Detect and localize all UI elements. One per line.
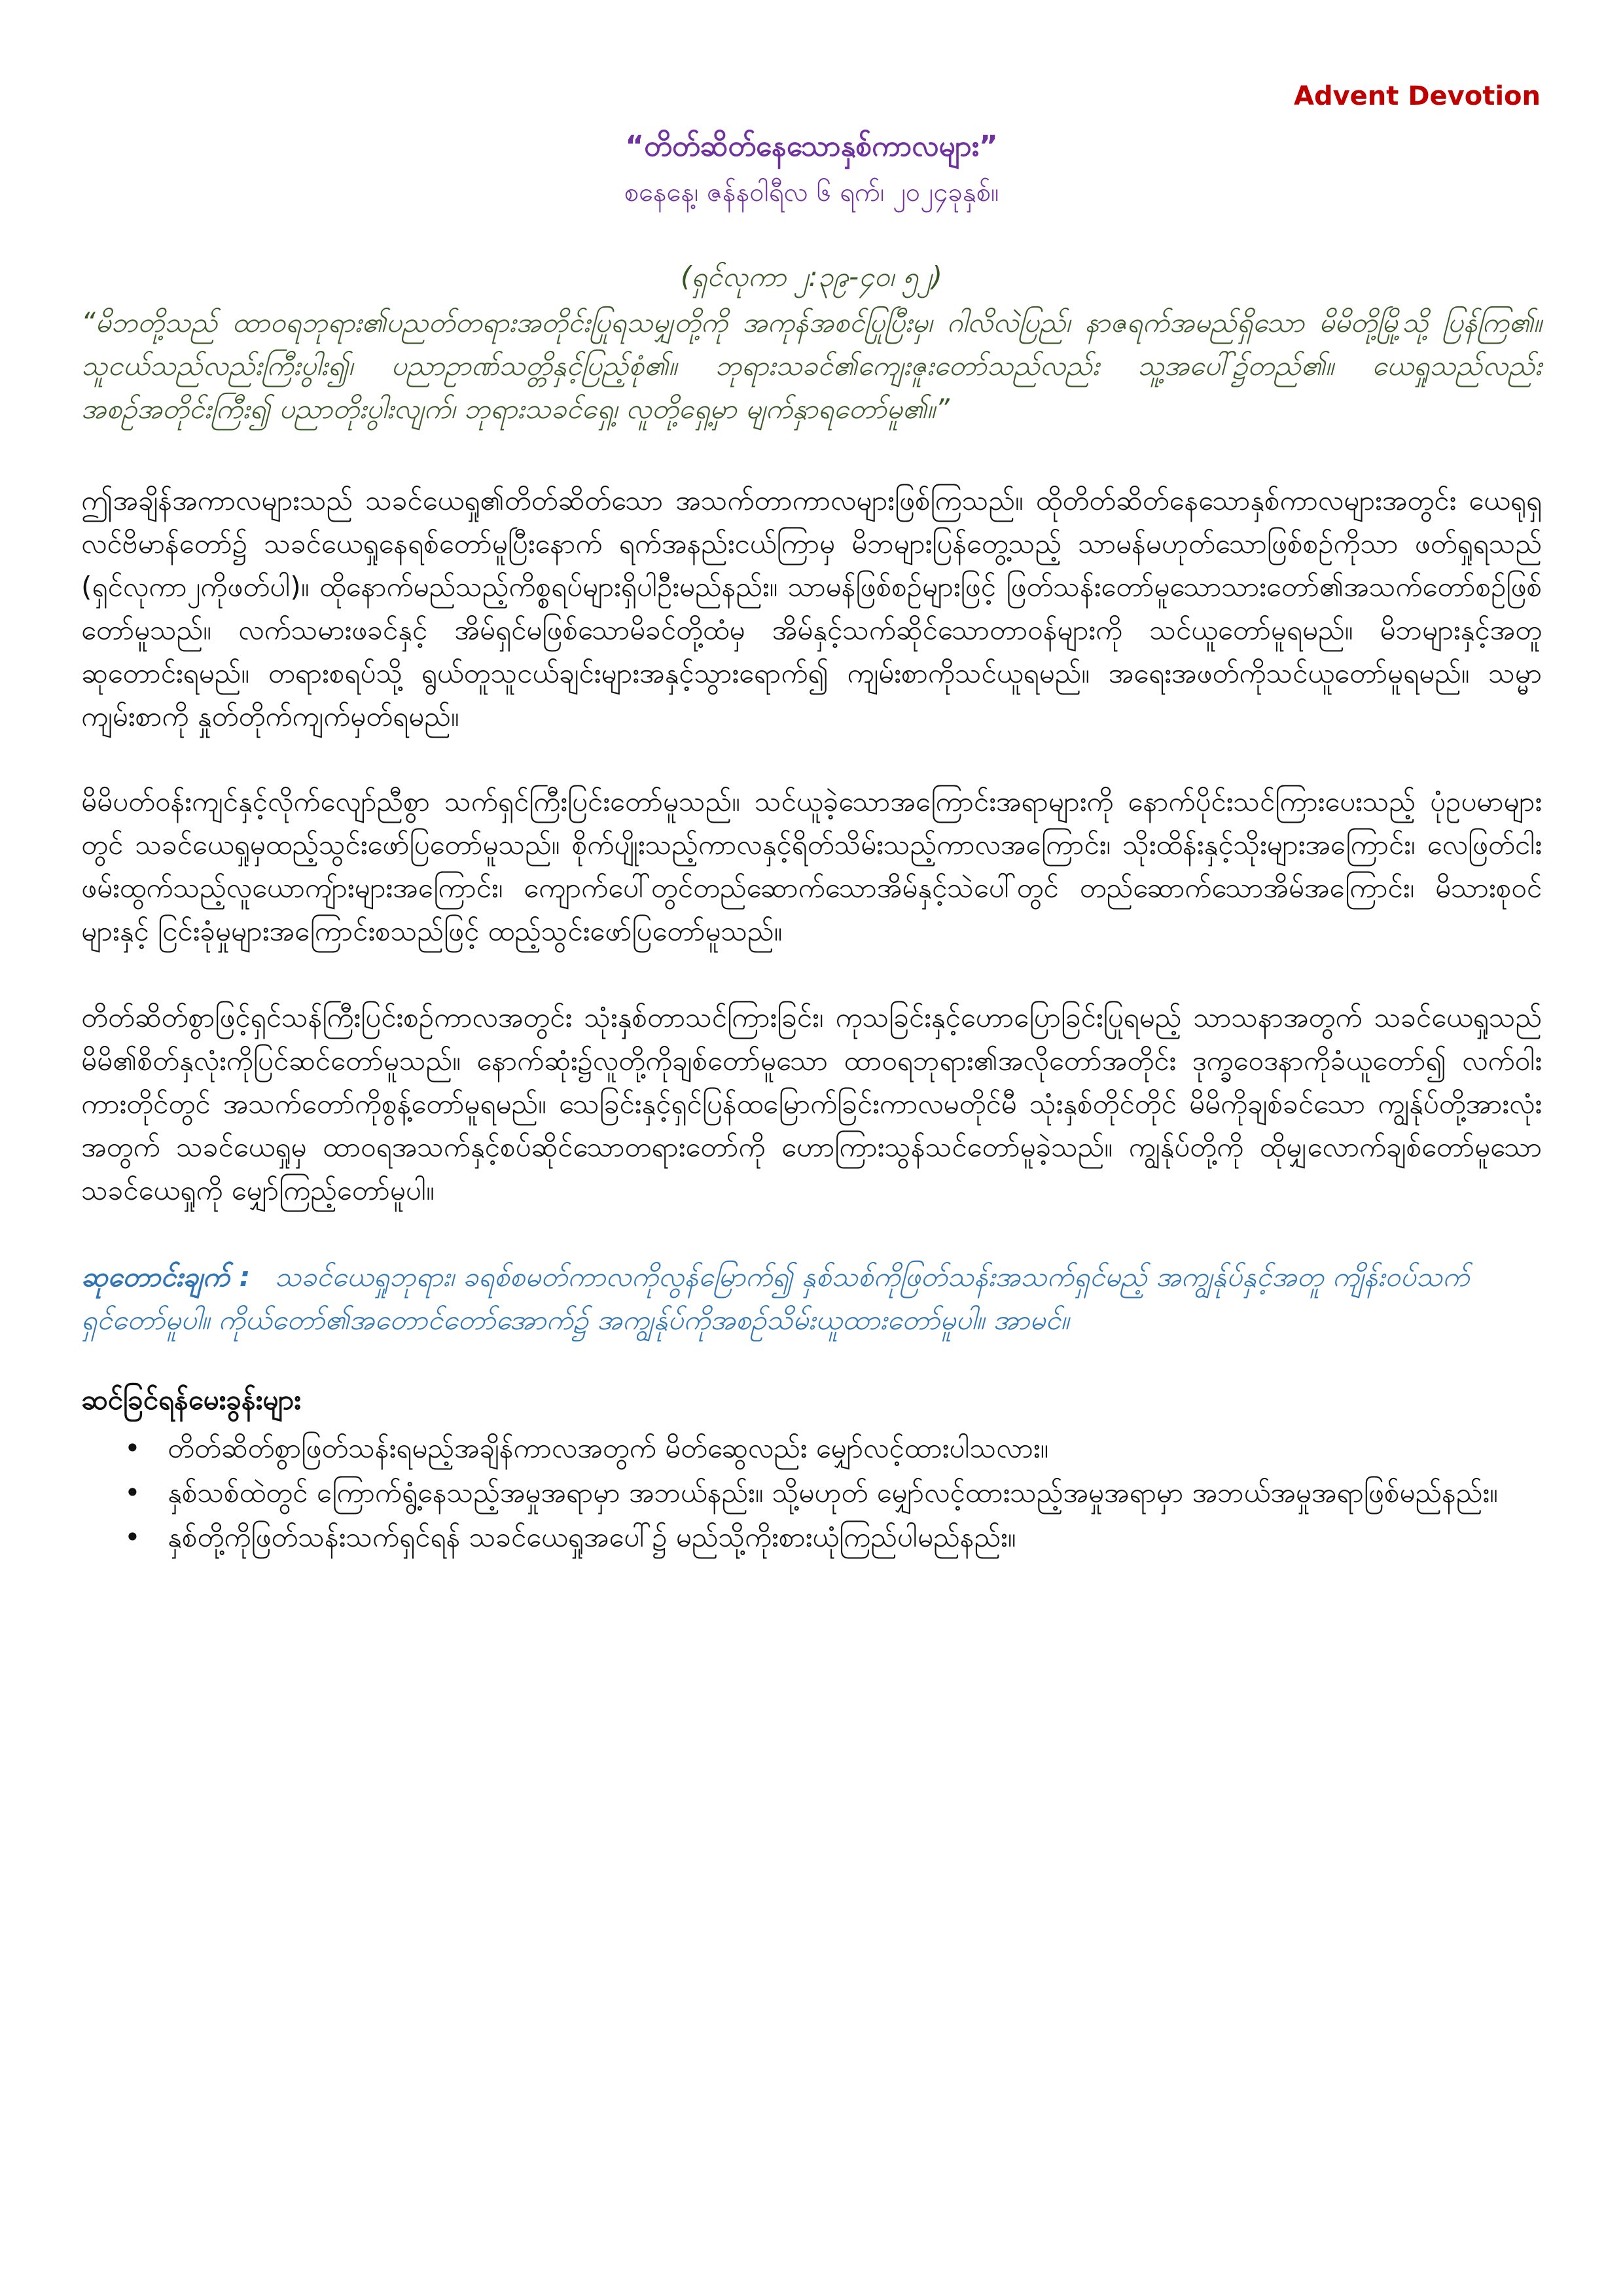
series-label: Advent Devotion xyxy=(1294,81,1541,111)
questions-heading: ဆင်ခြင်ရန်မေးခွန်းများ xyxy=(81,1384,301,1416)
prayer-label: ဆုတောင်းချက် : xyxy=(81,1261,251,1293)
question-text: တိတ်ဆိတ်စွာဖြတ်သန်းရမည့်အချိန်ကာလအတွက် မိတ်ဆွေလည်း မျှော်လင့်ထားပါသလား။ xyxy=(168,1432,1049,1464)
devotion-title: “တိတ်ဆိတ်နေသောနှစ်ကာလများ” xyxy=(625,130,998,163)
list-item xyxy=(124,1471,1542,1515)
question-text: နှစ်သစ်ထဲတွင် ကြောက်ရွံ့နေသည့်အမှုအရာမှာ အဘယ်နည်း။ သို့မဟုတ် မျှော်လင့်ထားသည့်အမှုအရာမှာ အဘယ်အမှုအရာဖြစ်မည်နည်း။ xyxy=(168,1477,1498,1509)
body-paragraph-1: ဤအချိန်အကာလများသည် သခင်ယေရှု၏တိတ်ဆိတ်သော အသက်တာကာလများဖြစ်ကြသည်။ ထိုတိတ်ဆိတ်နေသောနှစ်ကာလများအတွင်း ယေရုရှလင်ဗိမာန်တော်၌ သခင်ယေရှုနေရစ်တော်မူပြီးနောက် ရက်အနည်းငယ်ကြာမှ မိဘများပြန်တွေ့သည့် သာမန်မဟုတ်သောဖြစ်စဉ်ကိုသာ ဖတ်ရှုရသည် (ရှင်လုကာ၂ကိုဖတ်ပါ)။ ထိုနောက်မည်သည့်ကိစ္စရပ်များရှိပါဦးမည်နည်း။ သာမန်ဖြစ်စဉ်များဖြင့် ဖြတ်သန်းတော်မူသောသားတော်၏အသက်တော်စဉ်ဖြစ်တော်မူသည်။ လက်သမားဖခင်နှင့် အိမ်ရှင်မဖြစ်သောမိခင်တို့ထံမှ အိမ်နှင့်သက်ဆိုင်သောတာဝန်များကို သင်ယူတော်မူရမည်။ မိဘများနှင့်အတူ ဆုတောင်းရမည်။ တရားစရပ်သို့ ရွယ်တူသူငယ်ချင်းများအနှင့်သွားရောက်၍ ကျမ်းစာကိုသင်ယူရမည်။ အရေးအဖတ်ကိုသင်ယူတော်မူရမည်။ သမ္မာ ကျမ်းစာကို နှုတ်တိုက်ကျက်မှတ်ရမည်။ xyxy=(81,484,1542,732)
bullet-icon: • xyxy=(124,1432,141,1464)
bullet-icon: • xyxy=(124,1521,141,1553)
list-item xyxy=(124,1516,1542,1559)
body-paragraph-2: မိမိပတ်ဝန်းကျင်နှင့်လိုက်လျော်ညီစွာ သက်ရှင်ကြီးပြင်းတော်မူသည်။ သင်ယူခဲ့သောအကြောင်းအရာများကို နောက်ပိုင်းသင်ကြားပေးသည့် ပုံဥပမာများတွင် သခင်ယေရှုမှထည့်သွင်းဖော်ပြတော်မူသည်။ စိုက်ပျိုးသည့်ကာလနှင့်ရိတ်သိမ်းသည့်ကာလအကြောင်း၊ သိုးထိန်းနှင့်သိုးများအကြောင်း၊ လေဖြတ်ငါးဖမ်းထွက်သည့်လူယောကျ်ားများအကြောင်း၊ ကျောက်ပေါ်တွင်တည်ဆောက်သောအိမ်နှင့်သဲပေါ်တွင် တည်ဆောက်သောအိမ်အကြောင်း၊ မိသားစုဝင်များနှင့် ငြင်းခုံမှုများအကြောင်းစသည်ဖြင့် ထည့်သွင်းဖော်ပြတော်မူသည်။ xyxy=(81,785,1542,947)
bullet-icon: • xyxy=(124,1477,141,1509)
prayer-block xyxy=(81,1255,1542,1342)
body-paragraph-3: တိတ်ဆိတ်စွာဖြင့်ရှင်သန်ကြီးပြင်းစဉ်ကာလအတွင်း သုံးနှစ်တာသင်ကြားခြင်း၊ ကုသခြင်းနှင့်ဟောပြောခြင်းပြုရမည့် သာသနာအတွက် သခင်ယေရှုသည် မိမိ၏စိတ်နှလုံးကိုပြင်ဆင်တော်မူသည်။ နောက်ဆုံး၌လူတို့ကိုချစ်တော်မူသော ထာဝရဘုရား၏အလိုတော်အတိုင်း ဒုက္ခဝေဒနာကိုခံယူတော်၍ လက်ဝါးကားတိုင်တွင် အသက်တော်ကိုစွန့်တော်မူရမည်။ သေခြင်းနှင့်ရှင်ပြန်ထမြောက်ခြင်းကာလမတိုင်မီ သုံးနှစ်တိုင်တိုင် မိမိကိုချစ်ခင်သော ကျွန်ုပ်တို့အားလုံးအတွက် သခင်ယေရှုမှ ထာဝရအသက်နှင့်စပ်ဆိုင်သောတရားတော်ကို ဟောကြားသွန်သင်တော်မူခဲ့သည်။ ကျွန်ုပ်တို့ကို ထိုမျှလောက်ချစ်တော်မူသော သခင်ယေရှုကို မျှော်ကြည့်တော်မူပါ။ xyxy=(81,1001,1542,1206)
list-item xyxy=(124,1427,1542,1470)
questions-list xyxy=(124,1427,1542,1560)
question-text: နှစ်တို့ကိုဖြတ်သန်းသက်ရှင်ရန် သခင်ယေရှုအပေါ်၌ မည်သို့ကိုးစားယုံကြည်ပါမည်နည်း။ xyxy=(168,1521,1016,1553)
prayer-text: သခင်ယေရှုဘုရား၊ ခရစ်စမတ်ကာလကိုလွန်မြောက်၍ နှစ်သစ်ကိုဖြတ်သန်းအသက်ရှင်မည့် အကျွန်ုပ်နှင့်အတူ ကျိန်းဝပ်သက်ရှင်တော်မူပါ။ ကိုယ်တော်၏အတောင်တော်အောက်၌ အကျွန်ုပ်ကိုအစဉ်သိမ်းယူထားတော်မူပါ။ အာမင်။ xyxy=(81,1261,1470,1336)
scripture-reference: (ရှင်လုကာ ၂:၃၉-၄၀၊ ၅၂) xyxy=(681,260,942,293)
devotion-date: စနေနေ့၊ ဇန်နဝါရီလ ၆ ရက်၊ ၂၀၂၄ခုနှစ်။ xyxy=(624,177,999,207)
scripture-text: “မိဘတို့သည် ထာဝရဘုရား၏ပညတ်တရားအတိုင်းပြုရသမျှတို့ကို အကုန်အစင်ပြုပြီးမှ၊ ဂါလိလဲပြည်၊ နာဇရက်အမည်ရှိသော မိမိတို့မြို့သို့ ပြန်ကြ၏။ သူငယ်သည်လည်းကြီးပွါး၍၊ ပညာဥာဏ်သတ္တိနှင့်ပြည့်စုံ၏။ ဘုရားသခင်၏ကျေးဇူးတော်သည်လည်း သူ့အပေါ်၌တည်၏။ ယေရှုသည်လည်း အစဉ်အတိုင်းကြီး၍ ပညာတိုးပွါးလျက်၊ ဘုရားသခင်ရှေ့၊ လူတို့ရှေ့မှာ မျက်နှာရတော်မူ၏။” xyxy=(81,306,1542,425)
